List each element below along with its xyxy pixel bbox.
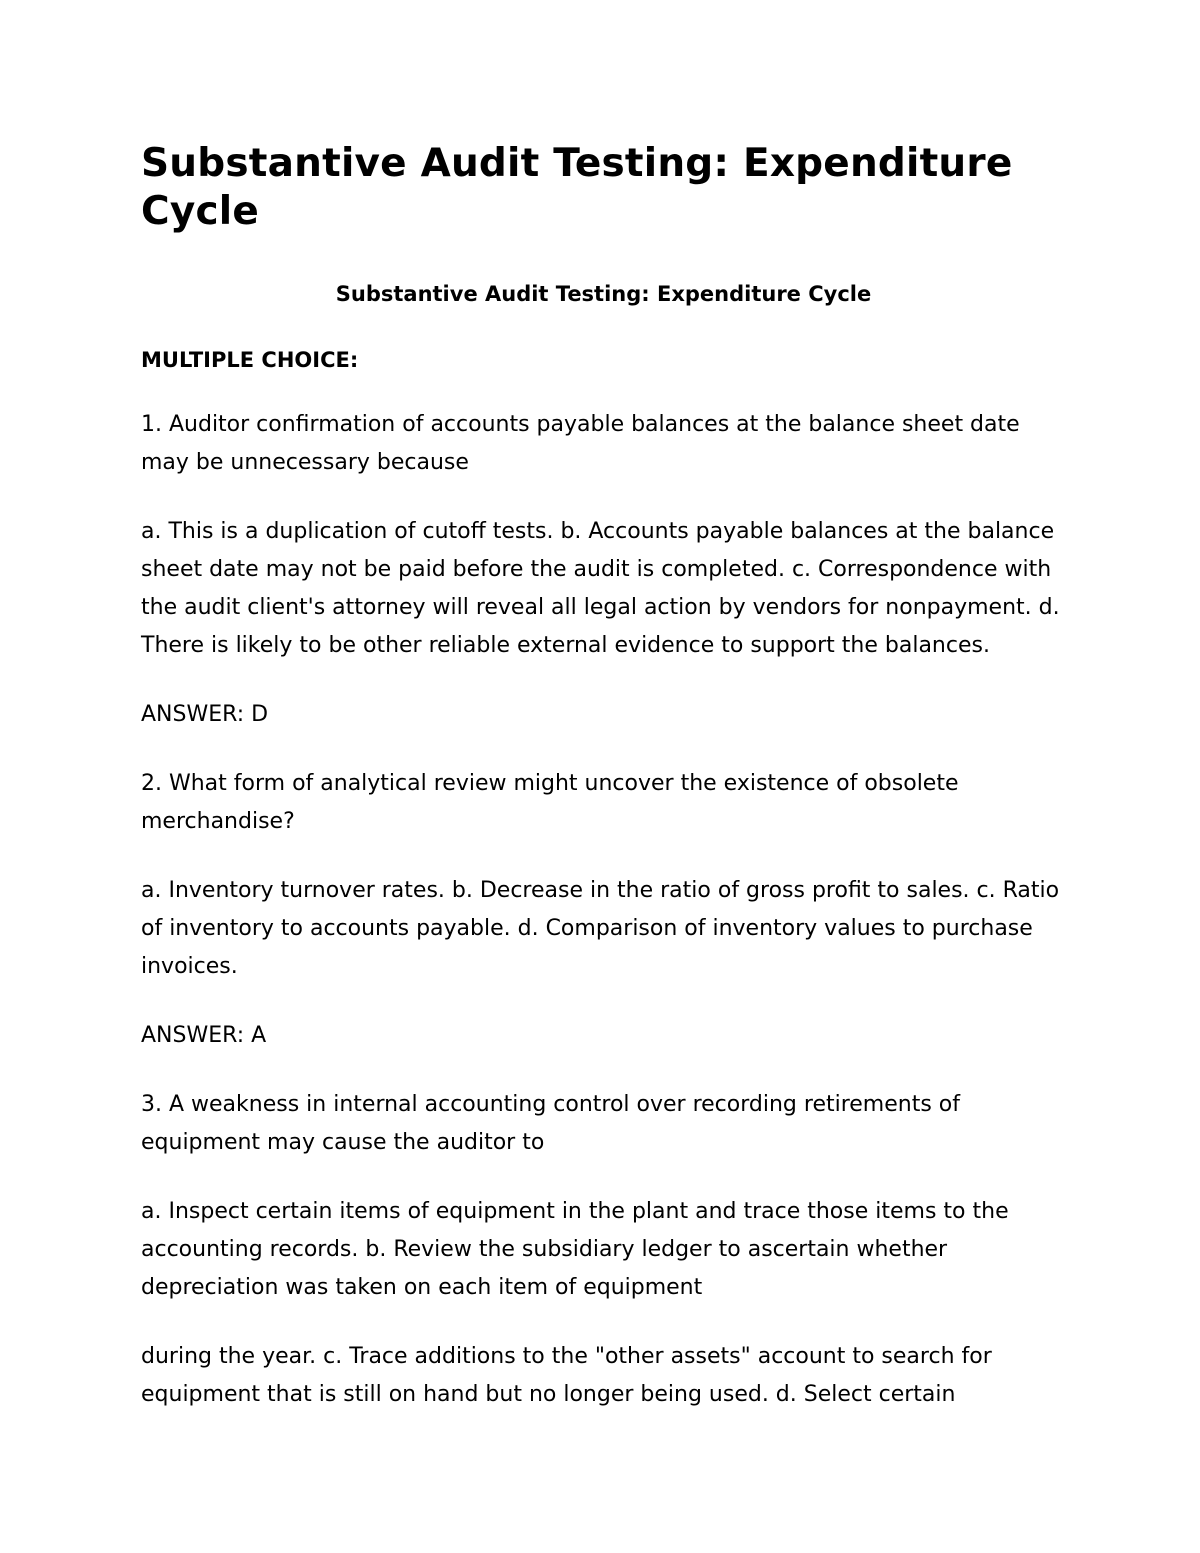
question-3-options-continued: during the year. c. Trace additions to the "other assets" account to search for equipment that is still on hand but no longer being used. d. Select certain [141, 1344, 992, 1407]
section-heading: MULTIPLE CHOICE: [141, 348, 359, 372]
question-1-text: 1. Auditor confirmation of accounts payable balances at the balance sheet date may be unnecessary because [141, 412, 1020, 475]
question-3-options: a. Inspect certain items of equipment in the plant and trace those items to the accounting records. b. Review the subsidiary ledger to ascertain whether depreciation was taken on each item of equipment [141, 1199, 1009, 1300]
question-2-answer: ANSWER: A [141, 1023, 267, 1048]
document-subtitle: Substantive Audit Testing: Expenditure Cycle [335, 282, 872, 306]
question-3-text: 3. A weakness in internal accounting control over recording retirements of equipment may cause the auditor to [141, 1092, 961, 1155]
document-title: Substantive Audit Testing: Expenditure Cycle [141, 141, 1013, 234]
question-1-answer: ANSWER: D [141, 702, 269, 727]
question-2-options: a. Inventory turnover rates. b. Decrease in the ratio of gross profit to sales. c. Ratio of inventory to accounts payable. d. Comparison of inventory values to purchase invoices. [141, 878, 1060, 979]
document-content [141, 140, 1066, 1414]
question-1-options: a. This is a duplication of cutoff tests. b. Accounts payable balances at the balance sheet date may not be paid before the audit is completed. c. Correspondence with the audit client's attorney will reveal all legal action by vendors for nonpayment. d. There is likely to be other reliable external evidence to support the balances. [141, 519, 1060, 658]
question-2-text: 2. What form of analytical review might uncover the existence of obsolete merchandise? [141, 771, 959, 834]
